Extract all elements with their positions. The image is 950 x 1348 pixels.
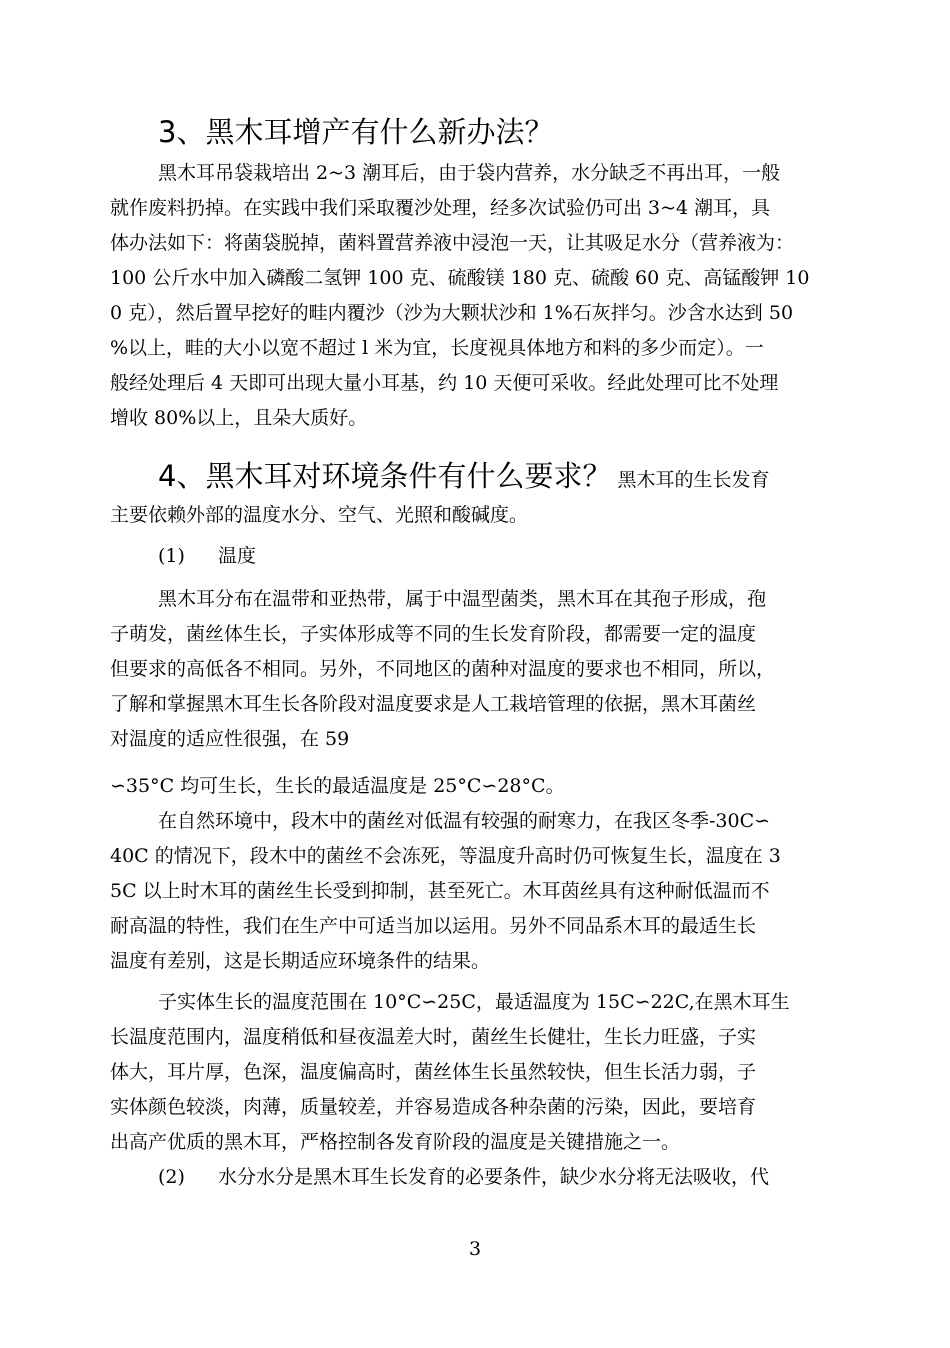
temperature-paragraph-3 [110, 985, 870, 1160]
paragraph-line: 但要求的高低各不相同。另外，不同地区的菌种对温度的要求也不相同，所以， [110, 658, 776, 680]
subsection-2-title [110, 1160, 870, 1195]
paragraph-line: 对温度的适应性很强，在 59 [110, 728, 350, 750]
paragraph-line: 40C 的情况下，段木中的菌丝不会冻死，等温度升高时仍可恢复生长，温度在 3 [110, 845, 781, 867]
paragraph-line: 5C 以上时木耳的菌丝生长受到抑制，甚至死亡。木耳茵丝具有这种耐低温而不 [110, 880, 770, 902]
section-3-heading: 3、黑木耳增产有什么新办法？ [158, 115, 554, 149]
paragraph-line: 主要依赖外部的温度水分、空气、光照和酸碱度。 [110, 504, 529, 526]
paragraph-line: 子实体生长的温度范围在 10°C∽25C，最适温度为 15C∽22C,在黑木耳生 [158, 991, 790, 1013]
paragraph-line: 长温度范围内，温度稍低和昼夜温差大时，菌丝生长健壮，生长力旺盛，子实 [110, 1026, 757, 1048]
paragraph-line: 体大，耳片厚，色深，温度偏高时，菌丝体生长虽然较快，但生长活力弱，子 [110, 1061, 757, 1083]
paragraph-line: 在自然环境中，段木中的菌丝对低温有较强的耐寒力，在我区冬季-30C∽ [158, 810, 771, 832]
subsection-label: 温度 [218, 545, 257, 567]
paragraph-line: 体办法如下：将菌袋脱掉，菌料置营养液中浸泡一天，让其吸足水分（营养液为： [110, 232, 795, 254]
section-3-body [110, 156, 870, 436]
section-4 [110, 454, 870, 1195]
paragraph-line: 了解和掌握黑木耳生长各阶段对温度要求是人工栽培管理的依据，黑木耳菌丝 [110, 693, 757, 715]
paragraph-line: 实体颜色较淡，肉薄，质量较差，并容易造成各种杂菌的污染，因此，要培育 [110, 1096, 757, 1118]
section-4-heading-tail: 黑木耳的生长发育 [617, 469, 770, 491]
paragraph-line: 就作废料扔掉。在实践中我们采取覆沙处理，经多次试验仍可出 3~4 潮耳，具 [110, 197, 771, 219]
paragraph-line: 温度有差别，这是长期适应环境条件的结果。 [110, 950, 491, 972]
subsection-number: (2) [158, 1166, 185, 1188]
paragraph-line: 耐高温的特性，我们在生产中可适当加以运用。另外不同品系木耳的最适生长 [110, 915, 757, 937]
paragraph-line: 黑木耳吊袋栽培出 2~3 潮耳后，由于袋内营养，水分缺乏不再出耳，一般 [158, 162, 781, 184]
subsection-text: 水分水分是黑木耳生长发育的必要条件，缺少水分将无法吸收，代 [218, 1166, 770, 1188]
temperature-paragraph-1 [110, 582, 870, 757]
paragraph-line: 增收 80%以上，且朵大质好。 [110, 407, 368, 429]
paragraph-line: ∽35°C 均可生长，生长的最适温度是 25°C∽28°C。 [110, 775, 565, 797]
subsection-number: (1) [158, 545, 185, 567]
paragraph-line: %以上，畦的大小以宽不超过 l 米为宜，长度视具体地方和料的多少而定）。一 [110, 337, 764, 359]
subsection-1-title [110, 539, 870, 574]
paragraph-line: 子萌发，菌丝体生长，子实体形成等不同的生长发育阶段，都需要一定的温度 [110, 623, 757, 645]
section-4-heading: 4、黑木耳对环境条件有什么要求？ [158, 459, 612, 493]
temperature-paragraph-2 [110, 804, 870, 979]
paragraph-line: 100 公斤水中加入磷酸二氢钾 100 克、硫酸镁 180 克、硫酸 60 克、高锰酸钾 10 [110, 267, 810, 289]
paragraph-line: 般经处理后 4 天即可出现大量小耳基，约 10 天便可采收。经此处理可比不处理 [110, 372, 779, 394]
paragraph-line: 0 克），然后置早挖好的畦内覆沙（沙为大颗状沙和 1%石灰拌匀。沙含水达到 50 [110, 302, 794, 324]
paragraph-line: 黑木耳分布在温带和亚热带，属于中温型菌类，黑木耳在其孢子形成，孢 [158, 588, 767, 610]
section-4-heading-row [110, 454, 870, 498]
page-number: 3 [468, 1238, 482, 1260]
paragraph-line: 出高产优质的黑木耳，严格控制各发育阶段的温度是关键措施之一。 [110, 1131, 681, 1153]
